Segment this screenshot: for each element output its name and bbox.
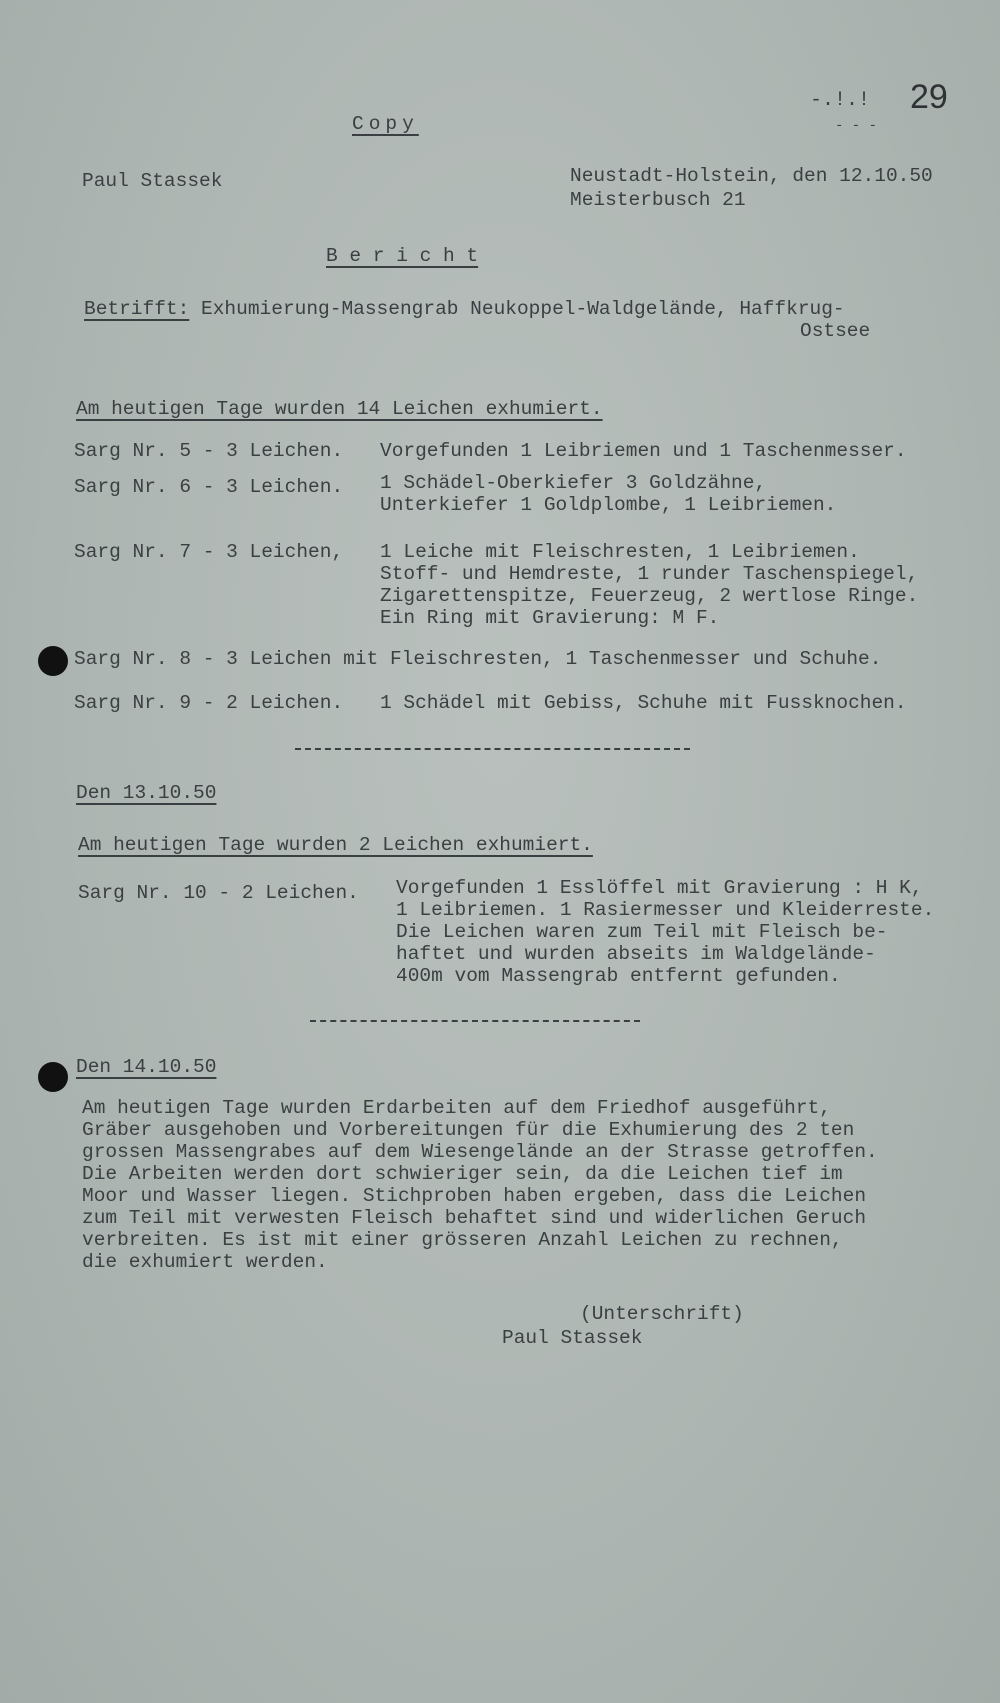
entry-line: haftet und wurden abseits im Waldgelände- [396,943,876,965]
signature-label: (Unterschrift) [580,1303,744,1325]
copy-label: Copy [352,113,419,135]
entry-line: Unterkiefer 1 Goldplombe, 1 Leibriemen. [380,494,837,516]
page-dashes: - - - [835,118,878,134]
section3-date: Den 14.10.50 [76,1056,217,1078]
entry-line: 1 Leibriemen. 1 Rasiermesser und Kleiderreste. [396,899,935,921]
subject-continuation: Ostsee [800,320,871,342]
top-mark: -.!.! [810,89,871,112]
paragraph-line: verbreiten. Es ist mit einer grösseren Anzahl Leichen zu rechnen, [82,1229,843,1251]
entry-line: Die Leichen waren zum Teil mit Fleisch be- [396,921,888,943]
paragraph-line: Die Arbeiten werden dort schwieriger sein, da die Leichen tief im [82,1163,843,1185]
paragraph-line: Gräber ausgehoben und Vorbereitungen für die Exhumierung des 2 ten [82,1119,855,1141]
entry-label: Sarg Nr. 9 - 2 Leichen. [74,692,344,714]
section2-date: Den 13.10.50 [76,782,217,804]
entry-label: Sarg Nr. 10 - 2 Leichen. [78,882,359,904]
signature-name: Paul Stassek [502,1327,643,1349]
section2-heading: Am heutigen Tage wurden 2 Leichen exhumiert. [78,834,593,856]
punch-hole [38,1062,68,1092]
entry-line: 1 Schädel-Oberkiefer 3 Goldzähne, [380,472,767,494]
entry-label: Sarg Nr. 8 - 3 Leichen mit Fleischresten, 1 Taschenmesser und Schuhe. [74,648,882,670]
place-date: Neustadt-Holstein, den 12.10.50 [570,165,933,187]
subject-line [84,298,845,320]
section-divider [295,748,690,750]
section1-heading: Am heutigen Tage wurden 14 Leichen exhumiert. [76,398,603,420]
subject-text: Exhumierung-Massengrab Neukoppel-Waldgelände, Haffkrug- [189,298,845,320]
entry-label: Sarg Nr. 6 - 3 Leichen. [74,476,344,498]
entry-line: Vorgefunden 1 Leibriemen und 1 Taschenmesser. [380,440,907,462]
author-name: Paul Stassek [82,170,223,192]
entry-label: Sarg Nr. 7 - 3 Leichen, [74,541,344,563]
entry-label: Sarg Nr. 5 - 3 Leichen. [74,440,344,462]
street-address: Meisterbusch 21 [570,189,746,211]
paragraph-line: die exhumiert werden. [82,1251,328,1273]
entry-line: Ein Ring mit Gravierung: M F. [380,607,720,629]
paragraph-line: Am heutigen Tage wurden Erdarbeiten auf dem Friedhof ausgeführt, [82,1097,831,1119]
entry-line: 400m vom Massengrab entfernt gefunden. [396,965,841,987]
entry-line: Stoff- und Hemdreste, 1 runder Taschenspiegel, [380,563,919,585]
entry-line: 1 Leiche mit Fleischresten, 1 Leibriemen. [380,541,860,563]
section-divider [310,1020,640,1022]
paragraph-line: grossen Massengrabes auf dem Wiesengelände an der Strasse getroffen. [82,1141,878,1163]
report-title: B e r i c h t [326,245,479,267]
entry-line: Vorgefunden 1 Esslöffel mit Gravierung : H K, [396,877,923,899]
paragraph-line: zum Teil mit verwesten Fleisch behaftet sind und widerlichen Geruch [82,1207,867,1229]
entry-line: Zigarettenspitze, Feuerzeug, 2 wertlose Ringe. [380,585,919,607]
punch-hole [38,646,68,676]
page-number: 29 [910,78,948,116]
subject-label: Betrifft: [84,298,190,320]
entry-line: 1 Schädel mit Gebiss, Schuhe mit Fussknochen. [380,692,907,714]
paragraph-line: Moor und Wasser liegen. Stichproben haben ergeben, dass die Leichen [82,1185,867,1207]
